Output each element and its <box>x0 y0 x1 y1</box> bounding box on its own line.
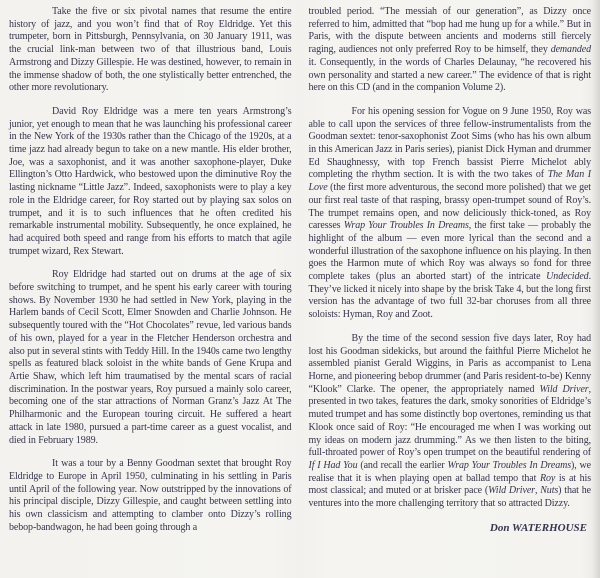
body-paragraph: troubled period. “The messiah of our generation”, as Dizzy once referred to him, admitted that “bop had me hung up for a while.” But in Paris, with the dispute between ancients and moderns still fiercely raging, audiences not only preferred Roy to be himself, they demanded it. Consequently, in the words of Charles Delaunay, “he recovered his own personality and started a new career.” The evidence of that is right here on this CD (and in the companion Volume 2). <box>308 6 591 94</box>
body-paragraph: Roy Eldridge had started out on drums at the age of six before switching to trumpet, and he spent his early career with touring shows. By November 1930 he had settled in New York, playing in the Harlem bands of Cecil Scott, Elmer Snowden and Charlie Johnson. He subsequently toured with the “Hot Chocolates” revue, led various bands of his own, played for a year in the Fletcher Henderson orchestra and also put in several stints with Teddy Hill. In the 1940s came two lengthy spells as featured black soloist in the white bands of Gene Krupa and Artie Shaw, which left him traumatised by the mental scars of racial discrimination. In the postwar years, Roy pursued a mainly solo career, becoming one of the star attractions of Norman Granz’s Jazz At The Philharmonic and the European touring circuit. He suffered a heart attack in late 1980, pursued a part-time career as a guest vocalist, and died in February 1989. <box>9 269 292 446</box>
right-column <box>309 6 592 578</box>
body-paragraph: It was a tour by a Benny Goodman sextet that brought Roy Eldridge to Europe in April 1950, culminating in his settling in Paris until April of the following year. Now outstripped by the innovations of his principal disciple, Dizzy Gillespie, and caught between settling into his own classicism and attempting to clamber onto Dizzy’s rolling bebop-bandwagon, he had been going through a <box>9 458 292 533</box>
body-paragraph: By the time of the second session five days later, Roy had lost his Goodman sidekicks, but around the faithful Pierre Michelot he assembled pianist Gerald Wiggins, in Paris as accompanist to Lena Horne, and pioneering bebop drummer (and Paris resident-to-be) Kenny “Klook” Clarke. The opener, the appropriately named Wild Driver, presented in two takes, features the dark, smoky sonorities of Eldridge’s muted trumpet and has some distinctly bop overtones, reminding us that Klook once said of Roy: “He encouraged me when I was working out my ideas on modern jazz drumming.” As we then listen to the biting, full-throated power of Roy’s open trumpet on the beautiful rendering of If I Had You (and recall the earlier Wrap Your Troubles In Dreams), we realise that it is when playing open at ballad tempo that Roy is at his most classical; and muted or at brisker pace (Wild Driver, Nuts) that he ventures into the more challenging territory that so attracted Dizzy. <box>308 332 591 510</box>
body-paragraph: David Roy Eldridge was a mere ten years Armstrong’s junior, yet enough to mean that he was launching his professional career in the New York of the 1930s rather than the Chicago of the 1920s, at a time jazz had already begun to take on a new mantle. His elder brother, Joe, was a saxophonist, and it was another saxophone-player, Duke Ellington’s Otto Hardwick, who bestowed upon the diminutive Roy the lasting nickname “Little Jazz”. Indeed, saxophonists were to play a key role in the Eldridge career, for Roy started out by playing sax solos on trumpet, and it is to such influences that he often credited his remarkable instrumental mobility. Subsequently, he once explained, he had acquired both speed and range from his efforts to match that agile trumpet wizard, Rex Stewart. <box>9 105 292 257</box>
body-paragraph: Take the five or six pivotal names that resume the entire history of jazz, and you won’t find that of Roy Eldridge. Yet this trumpeter, born in Pittsburgh, Pennsylvania, on 30 January 1911, was the crucial link-man between two of that illustrious band, Louis Armstrong and Dizzy Gillespie. He was destined, however, to remain in the immense shadow of both, the one stylistically better entrenched, the other more revolutionary. <box>9 6 292 94</box>
body-paragraph: For his opening session for Vogue on 9 June 1950, Roy was able to call upon the services of three fellow-instrumentalists from the Goodman sextet: tenor-saxophonist Zoot Sims (who has his own album in this American Jazz in Paris series), pianist Dick Hyman and drummer Ed Shaughnessy, with top French bassist Pierre Michelot ably completing the rhythm section. It is with the two takes of The Man I Love (the first more adventurous, the second more polished) that we get our first real taste of that rasping, brassy open-trumpet sound of Roy’s. The trumpet remains open, and now deliciously thick-toned, as Roy caresses Wrap Your Troubles In Dreams, the first take — probably the highlight of the album — even more lyrical than the second and a wonderful illustration of the saxophone influence on his playing. In then goes the Harmon mute of which Roy was always so fond for three complete takes (plus an aborted start) of the intricate Undecided. They’ve licked it nicely into shape by the brisk Take 4, but the long first version has the advantage of two full 32-bar choruses from all three soloists: Hyman, Roy and Zoot. <box>308 105 592 321</box>
left-column <box>9 6 292 578</box>
author-signature: Don WATERHOUSE <box>489 521 587 534</box>
